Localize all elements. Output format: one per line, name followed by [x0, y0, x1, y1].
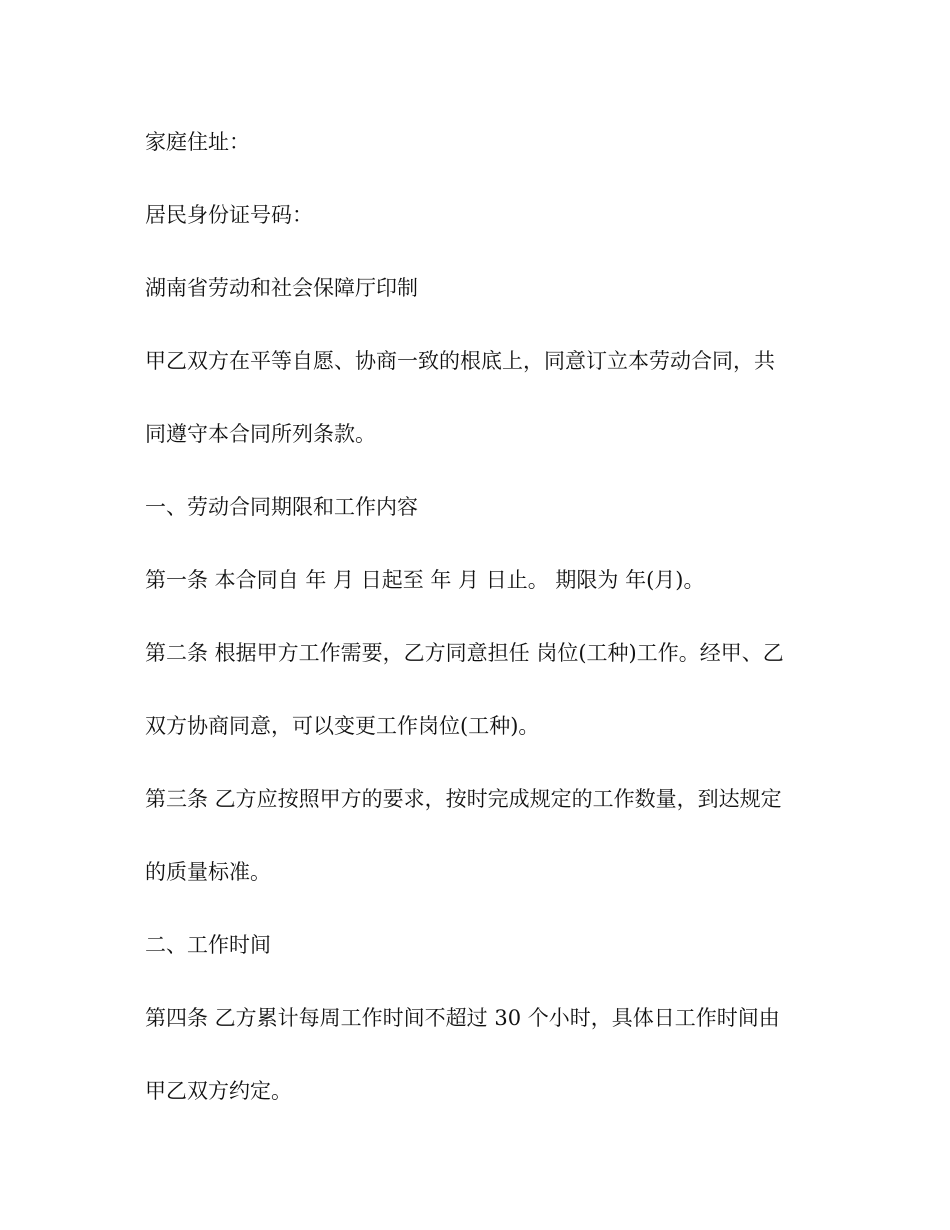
preamble-line-2: 同遵守本合同所列条款。	[145, 422, 376, 446]
home-address-label: 家庭住址：	[145, 130, 250, 154]
preamble-line-1: 甲乙双方在平等自愿、协商一致的根底上，同意订立本劳动合同，共	[145, 349, 775, 373]
issuer-line: 湖南省劳动和社会保障厅印制	[145, 276, 418, 300]
article-4-line-1: 第四条 乙方累计每周工作时间不超过 30 个小时，具体日工作时间由	[145, 1006, 780, 1030]
article-1: 第一条 本合同自 年 月 日起至 年 月 日止。 期限为 年(月)。	[145, 568, 705, 592]
article-4-line-2: 甲乙双方约定。	[145, 1079, 292, 1103]
id-number-label: 居民身份证号码：	[145, 203, 313, 227]
section-1-heading: 一、劳动合同期限和工作内容	[145, 495, 418, 519]
article-2-line-1: 第二条 根据甲方工作需要，乙方同意担任 岗位(工种)工作。经甲、乙	[145, 641, 784, 665]
article-3-line-1: 第三条 乙方应按照甲方的要求，按时完成规定的工作数量，到达规定	[145, 787, 782, 811]
section-2-heading: 二、工作时间	[145, 933, 271, 957]
article-3-line-2: 的质量标准。	[145, 860, 271, 884]
article-2-line-2: 双方协商同意，可以变更工作岗位(工种)。	[145, 714, 540, 738]
